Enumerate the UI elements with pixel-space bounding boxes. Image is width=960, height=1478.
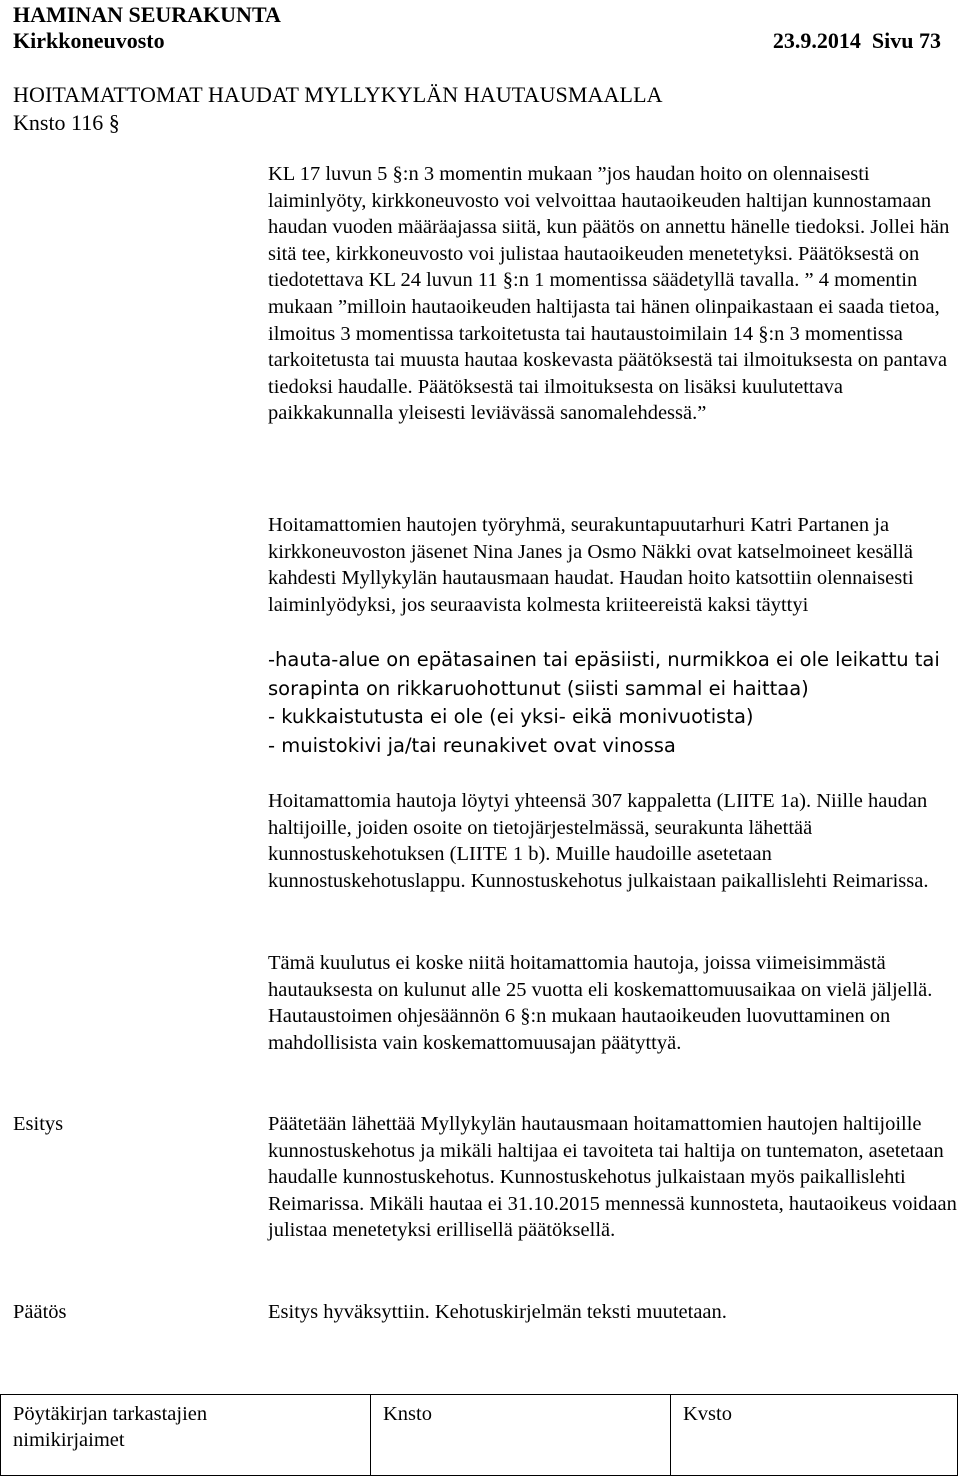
criteria-line: sorapinta on rikkaruohottunut (siisti sammal ei haittaa) [268, 676, 809, 700]
criteria-line: - kukkaistutusta ei ole (ei yksi- eikä monivuotista) [268, 705, 754, 728]
findings-paragraph [268, 788, 958, 894]
criteria-line: - muistokivi ja/tai reunakivet ovat vinossa [268, 733, 676, 757]
paragraph-3: Hoitamattomia hautoja löytyi yhteensä 307 kappaletta (LIITE 1a). Niille haudan haltijoille, joiden osoite on tietojärjestelmässä, seurakunta lähettää kunnostuskehotuksen (LIITE 1 b). Muille haudoille asetetaan kunnostuskehotuslappu. Kunnostuskehotus julkaistaan paikallislehti Reimarissa. [268, 790, 929, 892]
footer-knsto-label: Knsto [383, 1403, 432, 1425]
decision-label: Päätös [13, 1301, 67, 1323]
page-number: Sivu 73 [871, 28, 941, 53]
item-reference: Knsto 116 § [13, 110, 120, 135]
meeting-date: 23.9.2014 [772, 28, 861, 53]
header-row [13, 28, 941, 54]
footer-kvsto-cell [671, 1395, 957, 1475]
organization-name: HAMINAN SEURAKUNTA [13, 2, 281, 27]
footer-knsto-cell [371, 1395, 671, 1475]
footer-label-line1: Pöytäkirjan tarkastajien [13, 1403, 208, 1425]
section-title: HOITAMATTOMAT HAUDAT MYLLYKYLÄN HAUTAUSMAALLA [13, 82, 663, 107]
signature-footer [0, 1394, 958, 1476]
paragraph-4: Tämä kuulutus ei koske niitä hoitamattomia hautoja, joissa viimeisimmästä hautauksesta on kulunut alle 25 vuotta eli koskemattomuusaikaa on vielä jäljellä. Hautaustoimen ohjesäännön 6 §:n mukaan hautaoikeuden luovuttaminen on mahdollisista vain koskemattomuusajan päätyttyä. [268, 952, 933, 1054]
footer-signatures-cell [1, 1395, 371, 1475]
proposal-paragraph: Päätetään lähettää Myllykylän hautausmaan hoitamattomien hautojen haltijoille kunnostuskehotus ja mikäli haltijaa ei tavoiteta tai haltija on tuntematon, asetetaan haudalle kunnostuskehotus. Kunnostuskehotus julkaistaan myös paikallislehti Reimarissa. Mikäli hautaa ei 31.10.2015 mennessä kunnosteta, hautaoikeus voidaan julistaa menetetyksi erillisellä päätöksellä. [268, 1113, 957, 1242]
working-group-paragraph [268, 512, 958, 618]
exception-paragraph [268, 950, 958, 1056]
date-page [773, 28, 941, 54]
paragraph-1: KL 17 luvun 5 §:n 3 momentin mukaan ”jos haudan hoito on olennaisesti laiminlyöty, kirkkoneuvosto voi velvoittaa hautaoikeuden haltijan kunnostamaan haudan vuoden määräajassa siitä, kun päätös on annettu hänelle tiedoksi. Jollei hän sitä tee, kirkkoneuvosto voi julistaa hautaoikeuden menetetyksi. Päätöksestä on tiedotettava KL 24 luvun 11 §:n 1 momentissa säädetyllä tavalla. ” 4 momentin mukaan ”milloin hautaoikeuden haltijasta tai hänen olinpaikastaan ei saada tietoa, ilmoitus 3 momentissa tarkoitetusta tai hautaustoimilain 14 §:n 3 momentissa tarkoitetusta tai muusta hautaa koskevasta päätöksestä tai ilmoituksesta on pantava tiedoksi haudalle. Päätöksestä tai ilmoituksesta on lisäksi kuulutettava paikkakunnalla yleisesti leviävässä sanomalehdessä.” [268, 163, 950, 425]
decision-text [268, 1299, 958, 1326]
body-name: Kirkkoneuvosto [13, 28, 165, 53]
paragraph-2: Hoitamattomien hautojen työryhmä, seurakuntapuutarhuri Katri Partanen ja kirkkoneuvoston jäsenet Nina Janes ja Osmo Näkki ovat katselmoineet kesällä kahdesti Myllykylän hautausmaan haudat. Haudan hoito katsottiin olennaisesti laiminlyödyksi, jos seuraavista kolmesta kriiteereistä kaksi täyttyi [268, 514, 914, 616]
proposal-text [268, 1111, 958, 1244]
criteria-list [268, 646, 958, 760]
legal-text-paragraph [268, 161, 958, 427]
proposal-label: Esitys [13, 1113, 64, 1135]
footer-kvsto-label: Kvsto [683, 1403, 732, 1425]
decision-paragraph: Esitys hyväksyttiin. Kehotuskirjelmän teksti muutetaan. [268, 1301, 727, 1323]
footer-label-line2: nimikirjaimet [13, 1429, 125, 1451]
criteria-line: -hauta-alue on epätasainen tai epäsiisti, nurmikkoa ei ole leikattu tai [268, 648, 940, 671]
